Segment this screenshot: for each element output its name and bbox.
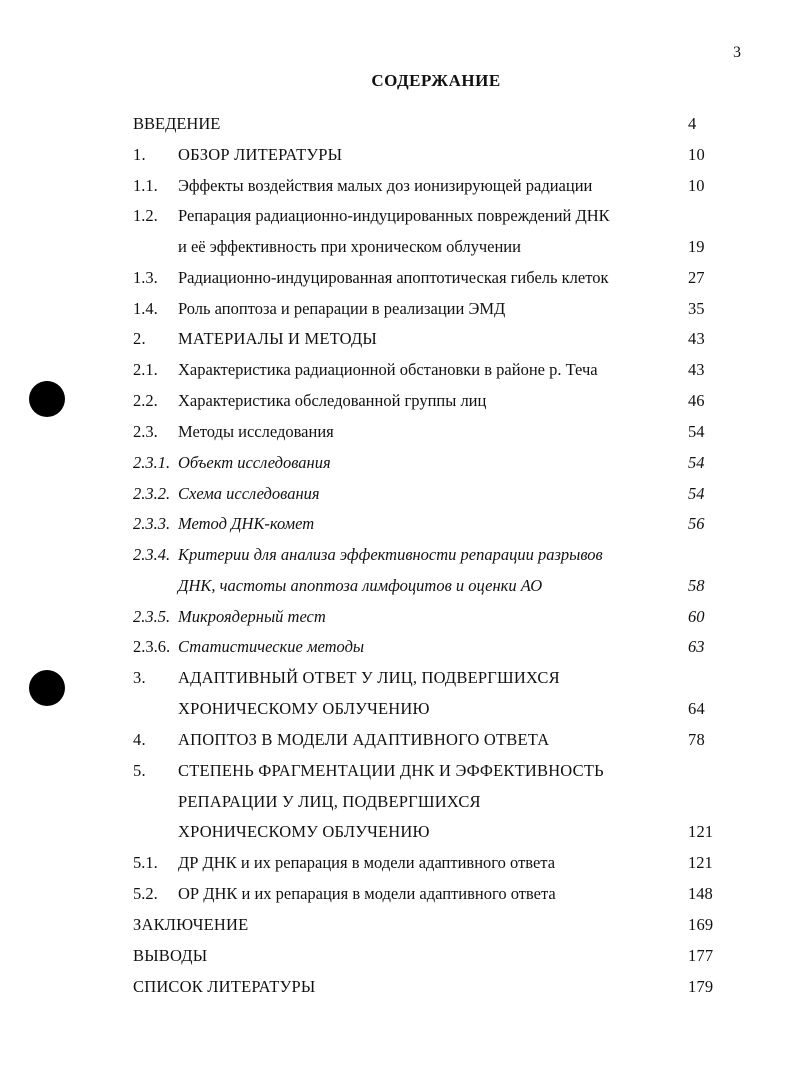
toc-entry-page: 10 [688, 145, 705, 164]
toc-entry-text: ОБЗОР ЛИТЕРАТУРЫ [178, 145, 343, 164]
toc-entry-number: 2.3.1. [133, 453, 171, 472]
toc-entry-page: 64 [688, 699, 705, 718]
toc-entry-number: 5.2. [133, 884, 158, 903]
toc-entry-2-3-4 [0, 542, 792, 568]
toc-entry-number: 2.3.4. [133, 545, 171, 564]
toc-entry-conclusion [0, 912, 792, 938]
toc-entry-2-3-5 [0, 604, 792, 630]
toc-entry-2-3 [0, 419, 792, 445]
toc-entry-text: ВЫВОДЫ [133, 946, 208, 965]
toc-entry-1 [0, 142, 792, 168]
toc-entry-text: ОР ДНК и их репарация в модели адаптивного ответа [178, 884, 556, 903]
toc-entry-number: 2.3.5. [133, 607, 171, 626]
toc-entry-4 [0, 727, 792, 753]
toc-entry-page: 148 [688, 884, 713, 903]
toc-entry-page: 43 [688, 329, 705, 348]
toc-entry-text: Методы исследования [178, 422, 334, 441]
toc-entry-text: Характеристика радиационной обстановки в районе р. Теча [178, 360, 598, 379]
toc-entry-1-2 [0, 203, 792, 229]
toc-entry-2-3-1 [0, 450, 792, 476]
toc-entry-page: 10 [688, 176, 705, 195]
toc-entry-page: 27 [688, 268, 705, 287]
toc-entry-text: Радиационно-индуцированная апоптотическая гибель клеток [178, 268, 609, 287]
toc-entry-page: 43 [688, 360, 705, 379]
toc-entry-number: 2.3.3. [133, 514, 171, 533]
toc-entry-page: 46 [688, 391, 705, 410]
toc-entry-page: 177 [688, 946, 714, 965]
toc-entry-2-3-2 [0, 481, 792, 507]
toc-entry-2-3-4-continued [0, 573, 792, 599]
toc-entry-2-3-6 [0, 634, 792, 660]
toc-entry-2-3-3 [0, 511, 792, 537]
toc-entry-page: 121 [688, 853, 713, 872]
toc-entry-3 [0, 665, 792, 691]
toc-entry-text: МАТЕРИАЛЫ И МЕТОДЫ [178, 329, 377, 348]
toc-entry-1-3 [0, 265, 792, 291]
toc-entry-page: 58 [688, 576, 705, 595]
toc-entry-1-4 [0, 296, 792, 322]
toc-entry-text: и её эффективность при хроническом облучении [178, 237, 521, 256]
toc-entry-text: СТЕПЕНЬ ФРАГМЕНТАЦИИ ДНК И ЭФФЕКТИВНОСТЬ [178, 761, 604, 780]
toc-entry-5-2 [0, 881, 792, 907]
toc-entry-2-2 [0, 388, 792, 414]
toc-entry-number: 5.1. [133, 853, 158, 872]
toc-entry-text: Схема исследования [178, 484, 320, 503]
toc-entry-text: АПОПТОЗ В МОДЕЛИ АДАПТИВНОГО ОТВЕТА [178, 730, 550, 749]
toc-entry-number: 2.3. [133, 422, 158, 441]
toc-entry-page: 19 [688, 237, 705, 256]
toc-entry-text: Эффекты воздействия малых доз ионизирующей радиации [178, 176, 593, 195]
toc-entry-text: ХРОНИЧЕСКОМУ ОБЛУЧЕНИЮ [178, 699, 430, 718]
toc-entry-text: СПИСОК ЛИТЕРАТУРЫ [133, 977, 316, 996]
toc-entry-findings [0, 943, 792, 969]
toc-entry-text: РЕПАРАЦИИ У ЛИЦ, ПОДВЕРГШИХСЯ [178, 792, 481, 811]
toc-entry-text: АДАПТИВНЫЙ ОТВЕТ У ЛИЦ, ПОДВЕРГШИХСЯ [178, 668, 560, 687]
toc-entry-text: ВВЕДЕНИЕ [133, 114, 221, 133]
toc-entry-text: ЗАКЛЮЧЕНИЕ [133, 915, 249, 934]
toc-entry-5 [0, 758, 792, 784]
toc-entry-number: 2.3.6. [133, 637, 171, 656]
toc-entry-number: 2.1. [133, 360, 158, 379]
toc-entry-2 [0, 326, 792, 352]
toc-entry-number: 1.1. [133, 176, 158, 195]
toc-entry-page: 169 [688, 915, 714, 934]
toc-entry-introduction [0, 111, 792, 137]
toc-entry-text: ХРОНИЧЕСКОМУ ОБЛУЧЕНИЮ [178, 822, 430, 841]
toc-entry-page: 63 [688, 637, 705, 656]
page-number: 3 [733, 44, 741, 61]
toc-entry-page: 179 [688, 977, 714, 996]
toc-entry-page: 54 [688, 484, 705, 503]
toc-entry-number: 1.2. [133, 206, 158, 225]
toc-entry-text: Микроядерный тест [178, 607, 326, 626]
toc-entry-1-1 [0, 173, 792, 199]
toc-entry-page: 54 [688, 453, 705, 472]
toc-entry-text: ДР ДНК и их репарация в модели адаптивного ответа [178, 853, 556, 872]
toc-entry-page: 35 [688, 299, 705, 318]
toc-entry-page: 56 [688, 514, 705, 533]
toc-entry-number: 3. [133, 668, 146, 687]
toc-entry-number: 1.4. [133, 299, 158, 318]
toc-entry-number: 2.3.2. [133, 484, 171, 503]
toc-entry-text: Метод ДНК-комет [178, 514, 315, 533]
toc-entry-number: 2. [133, 329, 146, 348]
toc-entry-number: 1.3. [133, 268, 158, 287]
toc-entry-1-2-continued [0, 234, 792, 260]
toc-entry-page: 60 [688, 607, 705, 626]
toc-entry-5-continued [0, 789, 792, 815]
toc-entry-number: 5. [133, 761, 146, 780]
page-title: СОДЕРЖАНИЕ [371, 71, 501, 90]
toc-entry-5-1 [0, 850, 792, 876]
toc-entry-5-continued-2 [0, 819, 792, 845]
toc-entry-text: Статистические методы [178, 637, 365, 656]
toc-entry-text: Репарация радиационно-индуцированных повреждений ДНК [178, 206, 610, 225]
toc-entry-text: Роль апоптоза и репарации в реализации ЭМД [178, 299, 506, 318]
toc-entry-references [0, 974, 792, 1000]
toc-entry-page: 54 [688, 422, 705, 441]
toc-entry-number: 4. [133, 730, 146, 749]
toc-entry-text: Характеристика обследованной группы лиц [178, 391, 487, 410]
toc-entry-text: ДНК, частоты апоптоза лимфоцитов и оценки АО [178, 576, 543, 595]
toc-entry-page: 4 [688, 114, 697, 133]
toc-entry-number: 2.2. [133, 391, 158, 410]
toc-entry-page: 121 [688, 822, 714, 841]
toc-entry-number: 1. [133, 145, 146, 164]
toc-entry-3-continued [0, 696, 792, 722]
toc-entry-2-1 [0, 357, 792, 383]
toc-entry-page: 78 [688, 730, 705, 749]
toc-entry-text: Объект исследования [178, 453, 331, 472]
toc-entry-text: Критерии для анализа эффективности репарации разрывов [178, 545, 603, 564]
